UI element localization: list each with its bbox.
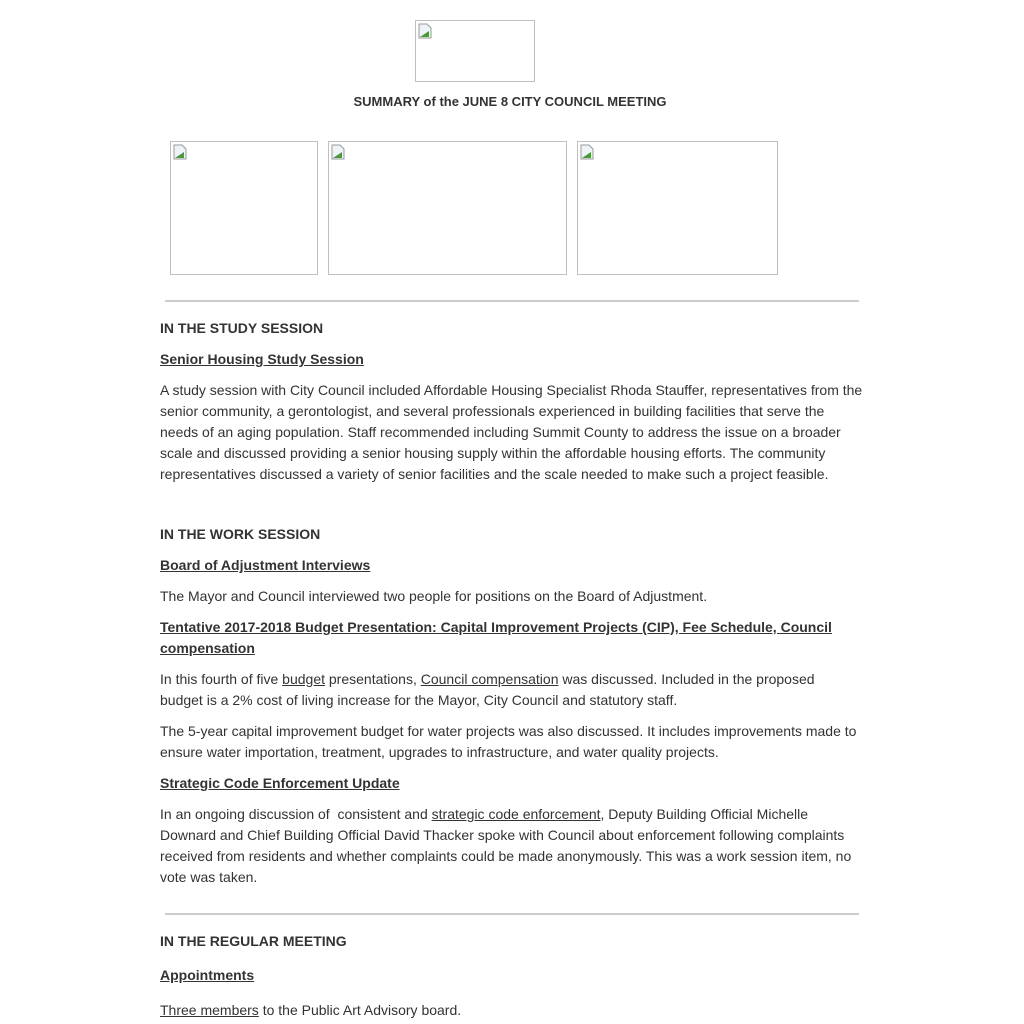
appointments-body (160, 1000, 866, 1021)
page-title: SUMMARY of the JUNE 8 CITY COUNCIL MEETING (353, 94, 667, 109)
broken-image-icon (580, 144, 594, 160)
regular-meeting-heading: IN THE REGULAR MEETING (160, 933, 347, 949)
three-members-link[interactable]: Three members (160, 1002, 259, 1018)
broken-image-icon (173, 144, 187, 160)
photo-1 (170, 141, 318, 275)
budget-paragraph-1 (160, 669, 850, 711)
budget-title: Tentative 2017-2018 Budget Presentation: Capital Improvement Projects (CIP), Fee Schedule, Council compensation (160, 619, 832, 656)
code-enforcement-body (160, 804, 860, 888)
senior-housing-title: Senior Housing Study Session (160, 351, 364, 367)
text: was discussed. Included in the proposed budget is a 2% cost of living increase for the Mayor, City Council and statutory staff. (160, 671, 815, 708)
appointments-title: Appointments (160, 967, 255, 983)
text: , Deputy Building Official Michelle Downard and Chief Building Official David Thacker spoke with Council about enforcement following complaints received from residents and whether complaints could be made anonymously. This was a work session item, no vote was taken. (160, 806, 852, 885)
text: In an ongoing discussion of consistent and (160, 806, 432, 822)
code-enforcement-title: Strategic Code Enforcement Update (160, 775, 400, 791)
study-session-heading: IN THE STUDY SESSION (160, 320, 324, 336)
council-compensation-link[interactable]: Council compensation (420, 671, 559, 687)
divider (165, 300, 859, 302)
text: In this fourth of five (160, 671, 283, 687)
text: presentations, (325, 671, 421, 687)
budget-paragraph-2: The 5-year capital improvement budget for water projects was also discussed. It includes improvements made to ensure water importation, treatment, upgrades to infrastructure, and water quality projects. (160, 723, 857, 760)
senior-housing-body: A study session with City Council included Affordable Housing Specialist Rhoda Stauffer, representatives from the senior community, a gerontologist, and several professionals experienced in building facilities that serve the needs of an aging population. Staff recommended including Summit County to address the issue on a broader scale and discussed providing a senior housing supply within the affordable housing efforts. The community representatives discussed a variety of senior facilities and the scale needed to make such a project feasible. (160, 382, 863, 482)
photo-3 (577, 141, 778, 275)
budget-link[interactable]: budget (282, 671, 325, 687)
board-body: The Mayor and Council interviewed two people for positions on the Board of Adjustment. (160, 588, 708, 604)
broken-image-icon (418, 23, 432, 39)
broken-image-icon (331, 144, 345, 160)
strategic-code-enforcement-link[interactable]: strategic code enforcement (431, 806, 601, 822)
photo-2 (328, 141, 567, 275)
divider (165, 913, 859, 915)
board-title: Board of Adjustment Interviews (160, 557, 371, 573)
work-session-heading: IN THE WORK SESSION (160, 526, 321, 542)
logo-image (415, 20, 535, 82)
text: to the Public Art Advisory board. (258, 1002, 462, 1018)
